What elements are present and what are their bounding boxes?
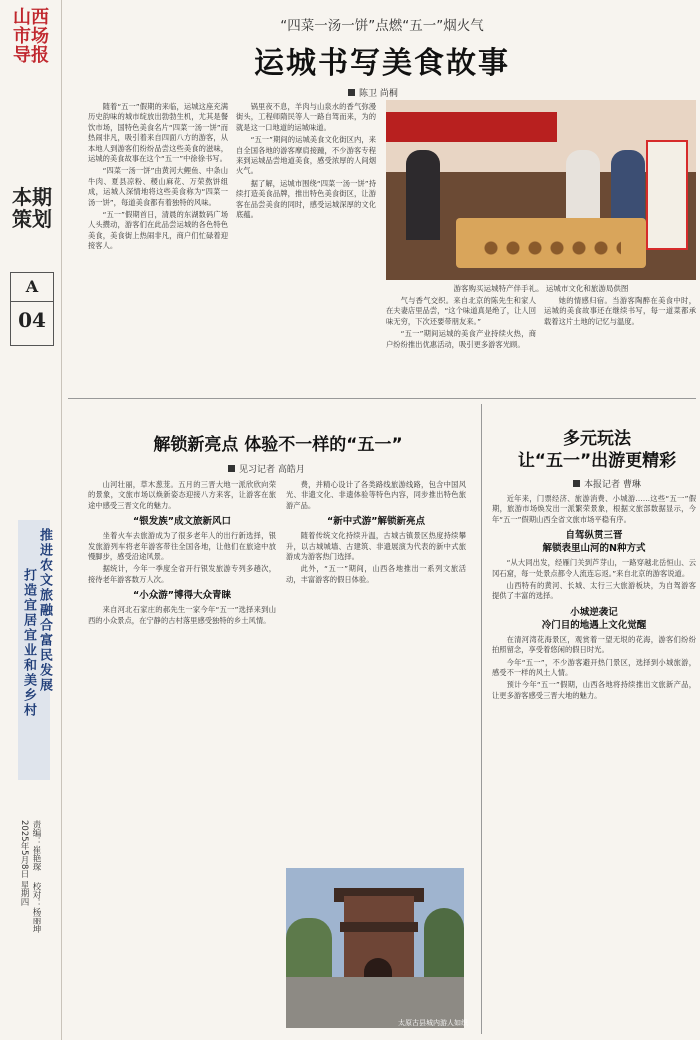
paragraph: 气与香气交织。来自北京的陈先生和家人在夫妻店里品尝，“这个味道真是绝了，让人回味无穷，下次还要带朋友来。” (386, 296, 536, 326)
paragraph: 随着传统文化持续升温，古城古镇景区热度持续攀升，以古城城墙、古建筑、非遗展演为代表的新中式旅游成为游客热门选择。 (286, 531, 466, 562)
article2-title: 解锁新亮点 体验不一样的“五一” (153, 435, 403, 455)
page-footer-meta (18, 820, 42, 1030)
paragraph: 据了解，运城市围绕“四菜一汤一饼”持续打造美食品牌，推出特色美食街区，让游客在品尝美食的同时，感受运城深厚的文化底蕴。 (236, 178, 376, 220)
photo-bread-rings (481, 234, 621, 262)
section-heading: “新中式游”解锁新亮点 (327, 516, 425, 528)
paragraph: 预计今年“五一”假期，山西各地将持续推出文旅新产品，让更多游客感受三晋大地的魅力。 (492, 680, 696, 700)
editor-credit: 责编：崔艳琛 (31, 820, 41, 871)
section-label (12, 186, 52, 230)
article3-title-line: 让“五一”出游更精彩 (517, 451, 677, 471)
article1-photo-caption: 游客购买运城特产伴手礼。 运城市文化和旅游局供图 (453, 284, 629, 293)
issue-date: 2025年5月8日 星期四 (19, 820, 29, 907)
article1-byline (348, 86, 398, 99)
section-heading: “银发族”成文旅新风口 (133, 516, 231, 528)
section-heading (492, 529, 696, 555)
page-number: 04 (11, 301, 53, 338)
paragraph: 费，并精心设计了各类路线旅游线路，包含中国风光、非遗文化、非遗体验等特色内容，同步推出特色旅游产品。 (286, 480, 466, 510)
photo-awning (386, 112, 557, 142)
section-heading-line: 冷门目的地遇上文化觉醒 (541, 619, 647, 631)
section-heading-line: 自驾纵贯三晋 (565, 530, 623, 542)
paragraph: 坐着火车去旅游成为了很多老年人的出行新选择，银发旅游列车将老年游客带往全国各地，让他们在旅途中放慢脚步，感受沿途风景。 (88, 531, 276, 562)
article3-column (492, 494, 696, 1034)
newspaper-masthead (8, 8, 54, 65)
proof-credit: 校对：杨丽坤 (31, 881, 41, 933)
paragraph: “从大同出发，经雁门关到芦芽山，一路穿越北岳恒山、云冈石窟，每一处景点都令人流连忘返。”来自北京的游客说道。 (492, 558, 696, 578)
page-letter: A (25, 277, 39, 296)
section-heading (492, 606, 696, 632)
masthead-line: 导报 (13, 45, 49, 66)
photo-tower-roof (340, 922, 418, 932)
paragraph: 山西特有的黄河、长城、太行三大旅游板块，为自驾游客提供了丰富的选择。 (492, 581, 696, 601)
paragraph: 随着“五一”假期的来临，运城这座充满历史韵味的城市绽放出勃勃生机，尤其是餐饮市场，国特色美食名片“四菜一汤一饼”而热闹非凡，吸引着来自四面八方的游客，从本地人到游客们纷纷品尝这些美食的滋味，运城的美食故事在这个“五一”中徐徐书写。 (88, 102, 228, 164)
byline-marker-icon (348, 89, 355, 96)
slogan-line: 打造宜居宜业和美乡村 (21, 568, 36, 718)
article1-title: 运城书写美食故事 (254, 46, 510, 81)
article1-column-2 (236, 102, 376, 387)
masthead-line: 市场 (13, 26, 49, 47)
article2-photo-caption: 太原古县城内游人如织 (398, 1019, 468, 1027)
page-main (68, 0, 696, 1040)
paragraph: 山河壮丽，草木葱茏。五月的三晋大地一派欣欣向荣的景象，文旅市场以焕新姿态迎接八方来客，让游客在旅途中感受三晋文化的魅力。 (88, 480, 276, 510)
article3-title (498, 428, 696, 472)
left-sidebar (0, 0, 62, 1040)
slogan-box (18, 520, 50, 780)
section-label-line: 本期 (12, 185, 52, 209)
paragraph: 锅里夜不息，羊肉与山泉水的香气弥漫街头，工程师隋民等人一路自驾而来，为的就是这一口地道的运城味道。 (236, 102, 376, 132)
paragraph: 此外，“五一”期间，山西各地推出一系列文旅活动，丰富游客的假日体验。 (286, 564, 466, 584)
paragraph: 她的情感归宿。当游客陶醉在美食中时，运城的美食故事还在继续书写，每一道菜都承载着这片土地的记忆与温度。 (544, 296, 696, 326)
paragraph: 近年来，门票经济、旅游消费、小城游……这些“五一”假期，旅游市场焕发出一派繁荣景象，根据文旅部数据显示，今年“五一”假期山西全省文旅市场平稳有序。 (492, 494, 696, 524)
section-label-line: 策划 (12, 207, 52, 231)
section-heading-line: 解锁表里山河的N种方式 (542, 543, 646, 555)
article1-headline (68, 8, 696, 82)
paragraph: 今年“五一”，不少游客避开热门景区，选择到小城旅游，感受不一样的风土人情。 (492, 657, 696, 678)
byline-text: 本报记者 曹琳 (584, 480, 641, 490)
byline-text: 见习记者 高皓月 (239, 465, 305, 475)
paragraph: 来自河北石家庄的郝先生一家今年“五一”选择来到山西的小众景点，在宁静的古村落里感受独特的乡土风情。 (88, 605, 276, 625)
byline-text: 陈卫 尚桐 (359, 89, 398, 99)
byline-marker-icon (573, 480, 580, 487)
section-heading: “小众游”博得大众青睐 (133, 590, 231, 602)
section-heading-line: 小城逆袭记 (570, 606, 618, 618)
column-divider (481, 404, 482, 1034)
article2-column-2 (286, 480, 466, 860)
paragraph: 在清河湾花海景区，观赏着一望无垠的花海，游客们纷纷拍照留念，享受着悠闲的假日时光。 (492, 634, 696, 655)
byline-marker-icon (228, 465, 235, 472)
slogan-line: 推进农文旅融合富民发展 (37, 528, 52, 693)
article1-column-4 (544, 296, 696, 388)
photo-shop-sign (646, 140, 688, 250)
photo-person (406, 150, 440, 240)
article1-column-1 (88, 102, 228, 387)
paragraph: “五一”期间的运城美食文化街区内，来自全国各地的游客摩肩接踵，不少游客专程来到运城品尝地道美食，感受浓厚的人间烟火气。 (236, 135, 376, 176)
article1-column-3 (386, 296, 536, 388)
masthead-line: 山西 (13, 7, 49, 28)
paragraph: “五一”期间运城的美食产业持续火热，商户纷纷推出优惠活动，吸引更多游客光顾。 (386, 329, 536, 349)
paragraph: 据统计，今年一季度全省开行银发旅游专列多趟次，接待老年游客数万人次。 (88, 564, 276, 584)
article1-kicker: “四菜一汤一饼”点燃“五一”烟火气 (280, 18, 484, 34)
article2-photo (286, 868, 464, 1028)
page-number-box (10, 272, 54, 346)
article3-byline (573, 477, 641, 490)
paragraph: “五一”假期首日，清晨的东湖数码广场人头攒动，游客们在此品尝运城的各色特色美食，美食街上热闹非凡，商户们忙碌着迎接客人。 (88, 210, 228, 251)
paragraph: “四菜一汤一饼”由黄河大鲤鱼、中条山牛肉、夏县凉粉、稷山麻花、万荣熬饼组成，运城人深情地将这些美食称为“四菜一汤一饼”，每道美食都有着独特的风味。 (88, 166, 228, 207)
article2-column-1 (88, 480, 276, 1030)
article2-byline (228, 462, 305, 475)
section-divider (68, 398, 696, 399)
article1-photo (386, 100, 696, 280)
article3-title-line: 多元玩法 (563, 429, 631, 449)
